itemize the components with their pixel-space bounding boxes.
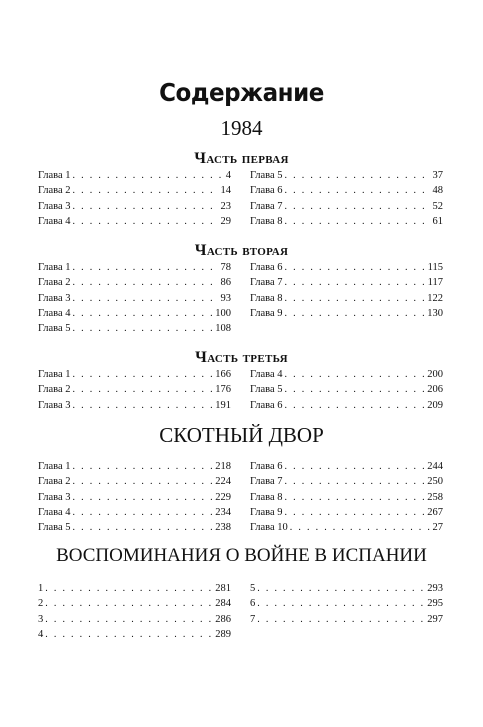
toc-entry <box>38 293 231 308</box>
toc-column-right <box>250 583 443 629</box>
toc-entry-page: 122 <box>427 292 443 304</box>
toc-entry-page: 244 <box>427 461 443 472</box>
toc-column-left <box>38 461 231 537</box>
toc-entry-page: 176 <box>215 384 231 396</box>
toc-entry <box>250 277 443 292</box>
toc-entry-page: 229 <box>215 491 231 503</box>
toc-entry-page: 234 <box>215 506 231 518</box>
toc-entry-label: 3 <box>38 613 44 625</box>
toc-leader-dots <box>45 598 213 609</box>
toc-entry <box>250 583 443 598</box>
toc-entry-page: 166 <box>215 369 231 380</box>
toc-entry-label: Глава 7 <box>250 277 283 289</box>
toc-entry <box>250 170 443 185</box>
toc-entry-label: 1 <box>38 583 44 594</box>
toc-entry-page: 281 <box>215 583 231 594</box>
toc-entry <box>38 492 231 507</box>
toc-leader-dots <box>285 216 431 227</box>
toc-leader-dots <box>285 262 426 273</box>
toc-entry-label: Глава 6 <box>250 461 283 472</box>
toc-column-right <box>250 461 443 537</box>
toc-entry-page: 286 <box>215 613 231 625</box>
toc-entry-label: Глава 2 <box>38 185 71 197</box>
toc-entry <box>250 384 443 399</box>
toc-entry-page: 200 <box>427 369 443 380</box>
part-title-3: Часть третья <box>195 349 288 366</box>
toc-entry-label: Глава 1 <box>38 369 71 380</box>
toc-entry <box>250 308 443 323</box>
toc-entry-label: Глава 4 <box>38 307 71 319</box>
toc-entry-label: Глава 1 <box>38 262 71 273</box>
toc-entry-page: 78 <box>220 262 231 273</box>
toc-entry-label: Глава 2 <box>38 384 71 396</box>
toc-entry-page: 115 <box>427 262 443 273</box>
toc-entry-label: 5 <box>250 583 256 594</box>
toc-entry-page: 48 <box>432 185 443 197</box>
toc-leader-dots <box>285 170 431 181</box>
toc-leader-dots <box>285 308 426 319</box>
toc-entry <box>250 492 443 507</box>
toc-entry-page: 130 <box>427 307 443 319</box>
toc-entry <box>38 598 231 613</box>
toc-entry-label: Глава 6 <box>250 399 283 411</box>
toc-column-right <box>250 262 443 323</box>
toc-entry-page: 23 <box>220 200 231 212</box>
toc-entry <box>38 216 231 231</box>
toc-entry-label: Глава 3 <box>38 491 71 503</box>
toc-entry-page: 191 <box>215 399 231 411</box>
toc-leader-dots <box>285 277 426 288</box>
toc-leader-dots <box>73 262 219 273</box>
toc-leader-dots <box>257 614 425 625</box>
toc-entry-label: Глава 9 <box>250 307 283 319</box>
toc-leader-dots <box>73 522 214 533</box>
book-title-spain: ВОСПОМИНАНИЯ О ВОЙНЕ В ИСПАНИИ <box>56 545 427 566</box>
toc-entry-page: 206 <box>427 384 443 396</box>
toc-entry-label: Глава 5 <box>38 323 71 335</box>
toc-entry <box>38 583 231 598</box>
toc-entry-page: 93 <box>220 292 231 304</box>
toc-entry-page: 37 <box>432 170 443 181</box>
toc-entry-label: Глава 6 <box>250 262 283 273</box>
toc-column-left <box>38 262 231 338</box>
toc-entry <box>250 476 443 491</box>
toc-entry <box>38 522 231 537</box>
toc-column-right <box>250 170 443 231</box>
toc-entry-page: 295 <box>427 598 443 610</box>
toc-entry <box>38 614 231 629</box>
toc-leader-dots <box>73 170 224 181</box>
toc-entry-label: Глава 9 <box>250 506 283 518</box>
toc-entry-page: 52 <box>432 200 443 212</box>
toc-entry-page: 297 <box>427 613 443 625</box>
toc-entry <box>250 461 443 476</box>
toc-leader-dots <box>73 185 219 196</box>
toc-entry-page: 238 <box>215 522 231 534</box>
toc-leader-dots <box>257 598 425 609</box>
toc-entry-label: Глава 8 <box>250 292 283 304</box>
toc-entry <box>38 400 231 415</box>
toc-entry-page: 27 <box>432 522 443 534</box>
toc-leader-dots <box>285 201 431 212</box>
toc-entry <box>250 262 443 277</box>
toc-leader-dots <box>45 614 213 625</box>
toc-entry-label: Глава 6 <box>250 185 283 197</box>
toc-entry-page: 293 <box>427 583 443 594</box>
toc-entry-label: Глава 7 <box>250 476 283 488</box>
toc-entry-page: 209 <box>427 399 443 411</box>
toc-leader-dots <box>73 507 214 518</box>
toc-leader-dots <box>285 369 426 380</box>
toc-leader-dots <box>285 384 426 395</box>
toc-leader-dots <box>73 461 214 472</box>
toc-entry-label: Глава 1 <box>38 170 71 181</box>
toc-leader-dots <box>285 476 426 487</box>
toc-entry-page: 29 <box>220 215 231 227</box>
toc-leader-dots <box>285 400 426 411</box>
toc-leader-dots <box>290 522 431 533</box>
toc-entry-label: 6 <box>250 598 256 610</box>
toc-leader-dots <box>73 293 219 304</box>
toc-column-left <box>38 369 231 415</box>
toc-entry <box>38 629 231 644</box>
toc-entry <box>250 293 443 308</box>
toc-entry-label: Глава 5 <box>38 522 71 534</box>
toc-entry <box>38 308 231 323</box>
toc-leader-dots <box>73 400 214 411</box>
toc-entry-label: Глава 5 <box>250 384 283 396</box>
toc-entry <box>38 201 231 216</box>
toc-leader-dots <box>285 185 431 196</box>
toc-entry-page: 108 <box>215 323 231 335</box>
toc-leader-dots <box>73 277 219 288</box>
toc-entry <box>38 384 231 399</box>
toc-entry <box>38 323 231 338</box>
book-title-animal-farm: СКОТНЫЙ ДВОР <box>159 423 324 447</box>
toc-entry-label: Глава 10 <box>250 522 288 534</box>
toc-entry-page: 289 <box>215 628 231 640</box>
toc-entry-label: Глава 4 <box>38 506 71 518</box>
toc-leader-dots <box>73 308 214 319</box>
toc-leader-dots <box>73 201 219 212</box>
toc-entry-page: 284 <box>215 598 231 610</box>
toc-entry <box>250 185 443 200</box>
toc-leader-dots <box>285 461 426 472</box>
toc-entry <box>250 400 443 415</box>
toc-entry-page: 224 <box>215 476 231 488</box>
toc-entry <box>38 507 231 522</box>
toc-leader-dots <box>285 293 426 304</box>
toc-entry-page: 250 <box>427 476 443 488</box>
toc-column-right <box>250 369 443 415</box>
toc-entry-label: Глава 7 <box>250 200 283 212</box>
toc-entry-page: 61 <box>432 215 443 227</box>
toc-leader-dots <box>73 216 219 227</box>
toc-entry-label: Глава 3 <box>38 292 71 304</box>
toc-entry-label: Глава 8 <box>250 491 283 503</box>
toc-column-left <box>38 170 231 231</box>
page-title: Содержание <box>159 78 324 107</box>
toc-entry-page: 100 <box>215 307 231 319</box>
toc-entry <box>38 170 231 185</box>
toc-entry <box>38 185 231 200</box>
toc-leader-dots <box>73 476 214 487</box>
toc-entry-page: 4 <box>225 170 231 181</box>
toc-entry <box>250 507 443 522</box>
toc-entry-page: 267 <box>427 506 443 518</box>
toc-entry <box>250 598 443 613</box>
toc-entry <box>38 277 231 292</box>
toc-entry-label: Глава 4 <box>250 369 283 380</box>
toc-entry-label: Глава 1 <box>38 461 71 472</box>
toc-entry-label: Глава 8 <box>250 215 283 227</box>
toc-entry-page: 218 <box>215 461 231 472</box>
book-title-1984: 1984 <box>220 116 263 140</box>
toc-entry <box>250 522 443 537</box>
toc-entry-page: 117 <box>427 277 443 289</box>
toc-leader-dots <box>73 384 214 395</box>
toc-entry-label: Глава 2 <box>38 476 71 488</box>
part-title-1: Часть первая <box>194 150 289 167</box>
toc-leader-dots <box>73 323 214 334</box>
toc-entry <box>38 461 231 476</box>
toc-leader-dots <box>73 492 214 503</box>
toc-entry <box>38 476 231 491</box>
toc-entry-label: Глава 3 <box>38 399 71 411</box>
toc-entry <box>38 262 231 277</box>
toc-entry-page: 86 <box>220 277 231 289</box>
toc-entry <box>38 369 231 384</box>
toc-entry-label: Глава 4 <box>38 215 71 227</box>
toc-entry-label: Глава 3 <box>38 200 71 212</box>
part-title-2: Часть вторая <box>194 242 289 259</box>
toc-entry-page: 14 <box>220 185 231 197</box>
toc-leader-dots <box>285 507 426 518</box>
toc-leader-dots <box>45 583 213 594</box>
toc-entry-label: 2 <box>38 598 44 610</box>
toc-leader-dots <box>73 369 214 380</box>
toc-entry-label: Глава 5 <box>250 170 283 181</box>
toc-leader-dots <box>285 492 426 503</box>
toc-entry <box>250 216 443 231</box>
toc-entry-label: Глава 2 <box>38 277 71 289</box>
toc-entry <box>250 614 443 629</box>
toc-leader-dots <box>257 583 425 594</box>
toc-entry-label: 7 <box>250 613 256 625</box>
toc-column-left <box>38 583 231 644</box>
toc-entry <box>250 369 443 384</box>
toc-leader-dots <box>45 629 213 640</box>
toc-entry <box>250 201 443 216</box>
toc-entry-page: 258 <box>427 491 443 503</box>
toc-entry-label: 4 <box>38 628 44 640</box>
